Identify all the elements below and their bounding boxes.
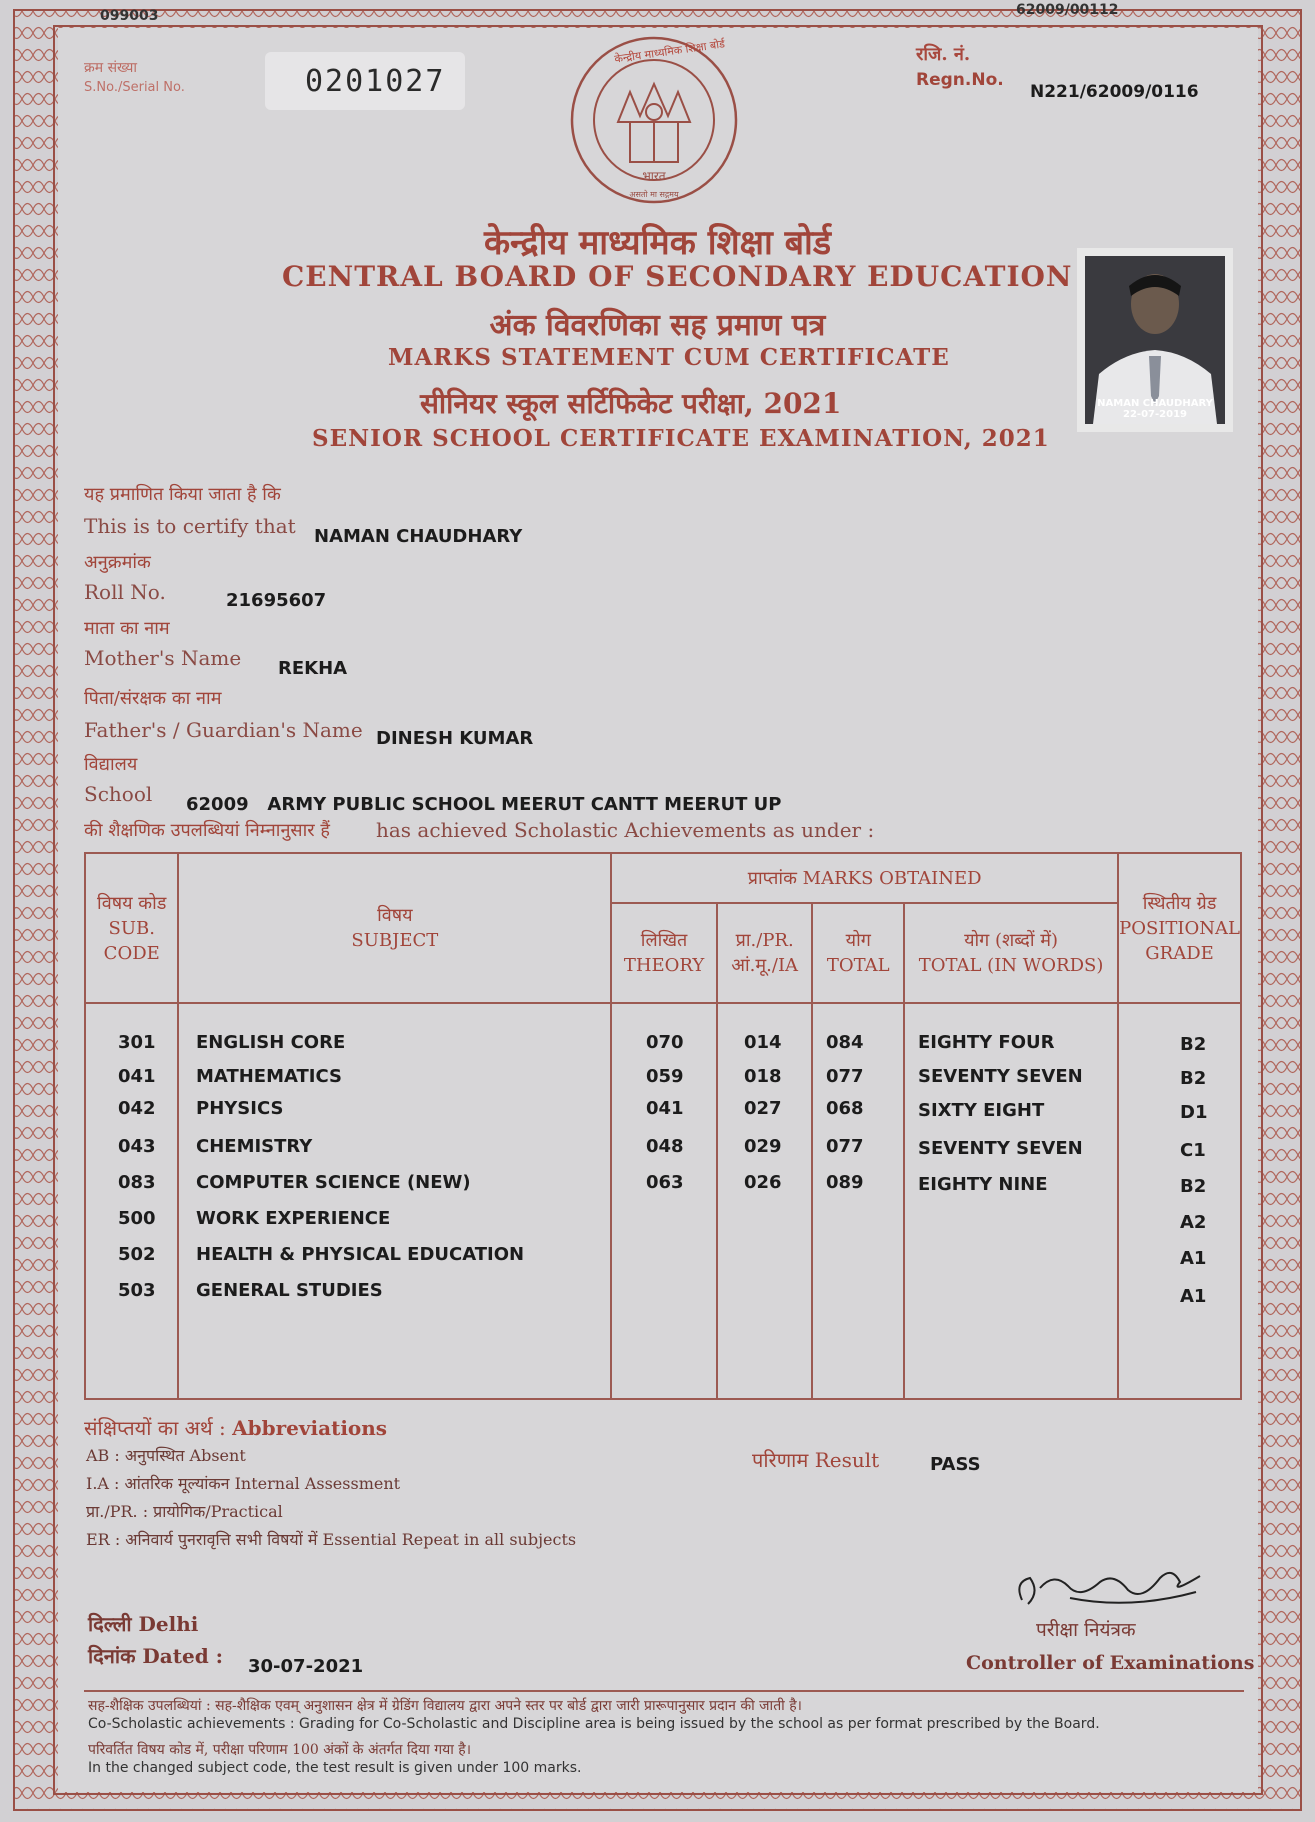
mother-name: REKHA (278, 658, 348, 679)
roll-no: 21695607 (226, 590, 327, 611)
serial-right: 62009/00112 (1016, 2, 1119, 18)
row-total: 077 (826, 1066, 864, 1087)
row-grade: B2 (1180, 1034, 1207, 1055)
row-grade: A1 (1180, 1286, 1207, 1307)
sr-no: 0201027 (305, 64, 446, 99)
row-code: 503 (118, 1280, 156, 1301)
row-pr: 029 (744, 1136, 782, 1157)
place (88, 1610, 198, 1637)
row-theory: 070 (646, 1032, 684, 1053)
seal-country: भारत (642, 169, 666, 183)
regn-label-hi: रजि. नं. (916, 44, 971, 65)
col-words-body (904, 1003, 1118, 1399)
row-code: 500 (118, 1208, 156, 1229)
header-total-en: TOTAL (826, 955, 890, 976)
note1-en: Co-Scholastic achievements : Grading for Co-Scholastic and Discipline area is being issued by the school as per format prescribed by the Board. (88, 1716, 1100, 1732)
header-total-hi: योग (845, 930, 871, 951)
result-label (752, 1446, 879, 1473)
row-words: SEVENTY SEVEN (918, 1138, 1083, 1159)
row-grade: A2 (1180, 1212, 1207, 1233)
father-label-en: Father's / Guardian's Name (84, 718, 363, 742)
row-theory: 059 (646, 1066, 684, 1087)
header-total (812, 903, 904, 1003)
abbrev-title-hi: संक्षिप्तयों का अर्थ : (84, 1416, 226, 1440)
row-pr: 026 (744, 1172, 782, 1193)
school-label-en: School (84, 782, 153, 806)
regn-no: N221/62009/0116 (1030, 82, 1199, 102)
header-sub-code (85, 853, 178, 1003)
row-grade: D1 (1180, 1102, 1208, 1123)
abbrev-title-en: Abbreviations (232, 1416, 388, 1440)
note1-hi: सह-शैक्षिक उपलब्धियां : सह-शैक्षिक एवम् अनुशासन क्षेत्र में ग्रेडिंग विद्यालय द्वारा अपने स्तर पर बोर्ड द्वारा जारी प्रारूपानुसार प्रदान की जाती है। (88, 1698, 802, 1714)
row-total: 089 (826, 1172, 864, 1193)
header-subject-en: SUBJECT (351, 930, 439, 951)
row-subject: WORK EXPERIENCE (196, 1208, 391, 1229)
row-subject: MATHEMATICS (196, 1066, 343, 1087)
row-grade: B2 (1180, 1068, 1207, 1089)
row-subject: COMPUTER SCIENCE (NEW) (196, 1172, 471, 1193)
header-grade-en1: POSITIONAL (1119, 917, 1240, 939)
footer-divider (84, 1690, 1244, 1692)
mother-label-hi: माता का नाम (84, 618, 170, 639)
col-grade-body (1118, 1003, 1241, 1399)
col-total-body (812, 1003, 904, 1399)
row-grade: A1 (1180, 1248, 1207, 1269)
header-total-words (904, 903, 1118, 1003)
row-total: 077 (826, 1136, 864, 1157)
row-theory: 063 (646, 1172, 684, 1193)
row-subject: PHYSICS (196, 1098, 284, 1119)
col-subject-body (178, 1003, 611, 1399)
title-board-hi: केन्द्रीय माध्यमिक शिक्षा बोर्ड (483, 223, 832, 263)
dated-label (88, 1642, 223, 1669)
row-words: SIXTY EIGHT (918, 1100, 1045, 1121)
header-grade-en2: GRADE (1145, 942, 1214, 964)
row-code: 083 (118, 1172, 156, 1193)
result-label-hi: परिणाम (752, 1448, 809, 1472)
title-cert-hi: अंक विवरणिका सह प्रमाण पत्र (489, 308, 826, 343)
header-pr-bottom: आं.मू./IA (731, 955, 799, 976)
student-name: NAMAN CHAUDHARY (314, 526, 523, 547)
regn-label-en: Regn.No. (916, 70, 1004, 90)
row-words: EIGHTY NINE (918, 1174, 1048, 1195)
title-exam-en: SENIOR SCHOOL CERTIFICATE EXAMINATION, 2021 (312, 425, 1050, 452)
col-code-body (85, 1003, 178, 1399)
controller-label-en: Controller of Examinations (966, 1652, 1255, 1674)
row-pr: 014 (744, 1032, 782, 1053)
col-pr-body (717, 1003, 813, 1399)
place-en: Delhi (138, 1612, 199, 1636)
result-label-en: Result (814, 1448, 880, 1472)
row-code: 042 (118, 1098, 156, 1119)
controller-signature (1010, 1552, 1210, 1622)
sr-label-en: S.No./Serial No. (84, 80, 185, 95)
row-grade: C1 (1180, 1140, 1206, 1161)
header-positional-grade (1118, 853, 1241, 1003)
row-code: 041 (118, 1066, 156, 1087)
achieved-label-en: has achieved Scholastic Achievements as under : (376, 818, 875, 842)
header-subject-hi: विषय (377, 905, 413, 926)
certify-label-en: This is to certify that (84, 514, 296, 538)
row-code: 043 (118, 1136, 156, 1157)
row-subject: HEALTH & PHYSICAL EDUCATION (196, 1244, 525, 1265)
header-theory-hi: लिखित (640, 930, 688, 951)
father-name: DINESH KUMAR (376, 728, 534, 749)
row-theory: 041 (646, 1098, 684, 1119)
row-pr: 018 (744, 1066, 782, 1087)
row-grade: B2 (1180, 1176, 1207, 1197)
dated-hi: दिनांक (88, 1644, 136, 1668)
photo-name: NAMAN CHAUDHARY (1097, 398, 1213, 409)
row-subject: ENGLISH CORE (196, 1032, 346, 1053)
abbrev-ab: AB : अनुपस्थित Absent (86, 1446, 246, 1465)
header-theory (611, 903, 717, 1003)
row-total: 068 (826, 1098, 864, 1119)
seal-motto: असतो मा सद्गमय (629, 190, 679, 199)
result-value: PASS (930, 1454, 981, 1475)
achieved-label-hi: की शैक्षणिक उपलब्धियां निम्नानुसार हैं (84, 820, 330, 841)
sr-label-hi: क्रम संख्या (84, 60, 137, 76)
row-words: EIGHTY FOUR (918, 1032, 1055, 1053)
abbrev-title (84, 1414, 387, 1441)
header-marks-hi: प्राप्तांक (747, 867, 797, 889)
photo-caption (1085, 398, 1225, 420)
header-marks-en: MARKS OBTAINED (802, 867, 982, 889)
school-label-hi: विद्यालय (84, 754, 138, 775)
row-words: SEVENTY SEVEN (918, 1066, 1083, 1087)
header-subject (178, 853, 611, 1003)
abbrev-er: ER : अनिवार्य पुनरावृत्ति सभी विषयों में Essential Repeat in all subjects (86, 1530, 577, 1549)
title-board-en: CENTRAL BOARD OF SECONDARY EDUCATION (282, 260, 1073, 293)
header-pr-top: प्रा./PR. (735, 930, 794, 951)
row-subject: CHEMISTRY (196, 1136, 313, 1157)
header-code-hi: विषय कोड (97, 892, 167, 914)
header-code-en2: CODE (103, 942, 160, 964)
seal-ring-text: केन्द्रीय माध्यमिक शिक्षा बोर्ड (613, 37, 726, 66)
header-theory-en: THEORY (623, 955, 705, 976)
title-exam-hi: सीनियर स्कूल सर्टिफिकेट परीक्षा, 2021 (420, 387, 842, 420)
header-words-hi: योग (शब्दों में) (964, 930, 1059, 951)
header-practical-ia (717, 903, 813, 1003)
school-name: 62009 ARMY PUBLIC SCHOOL MEERUT CANTT MEERUT UP (186, 794, 782, 815)
abbrev-pr: प्रा./PR. : प्रायोगिक/Practical (86, 1502, 283, 1521)
header-marks-obtained (611, 853, 1118, 903)
col-theory-body (611, 1003, 717, 1399)
roll-label-en: Roll No. (84, 580, 166, 604)
title-cert-en: MARKS STATEMENT CUM CERTIFICATE (388, 344, 950, 371)
header-grade-hi: स्थितीय ग्रेड (1142, 892, 1217, 914)
note2-en: In the changed subject code, the test result is given under 100 marks. (88, 1760, 582, 1776)
row-total: 084 (826, 1032, 864, 1053)
photo-date: 22-07-2019 (1123, 409, 1187, 420)
row-code: 502 (118, 1244, 156, 1265)
marks-table (84, 852, 1242, 1400)
row-pr: 027 (744, 1098, 782, 1119)
student-photo (1077, 248, 1233, 432)
header-words-en: TOTAL (IN WORDS) (918, 955, 1104, 976)
serial-left: 099003 (100, 8, 159, 24)
roll-label-hi: अनुक्रमांक (84, 552, 151, 573)
place-hi: दिल्ली (88, 1612, 132, 1636)
row-theory: 048 (646, 1136, 684, 1157)
note2-hi: परिवर्तित विषय कोड में, परीक्षा परिणाम 100 अंकों के अंतर्गत दिया गया है। (88, 1742, 472, 1758)
father-label-hi: पिता/संरक्षक का नाम (84, 688, 222, 709)
header-code-en1: SUB. (108, 917, 155, 939)
certify-label-hi: यह प्रमाणित किया जाता है कि (84, 484, 281, 505)
dated-en: Dated : (142, 1644, 224, 1668)
mother-label-en: Mother's Name (84, 646, 242, 670)
row-code: 301 (118, 1032, 156, 1053)
abbrev-ia: I.A : आंतरिक मूल्यांकन Internal Assessment (86, 1474, 401, 1493)
controller-label-hi: परीक्षा नियंत्रक (1036, 1619, 1136, 1641)
row-subject: GENERAL STUDIES (196, 1280, 383, 1301)
issue-date: 30-07-2021 (248, 1656, 364, 1677)
